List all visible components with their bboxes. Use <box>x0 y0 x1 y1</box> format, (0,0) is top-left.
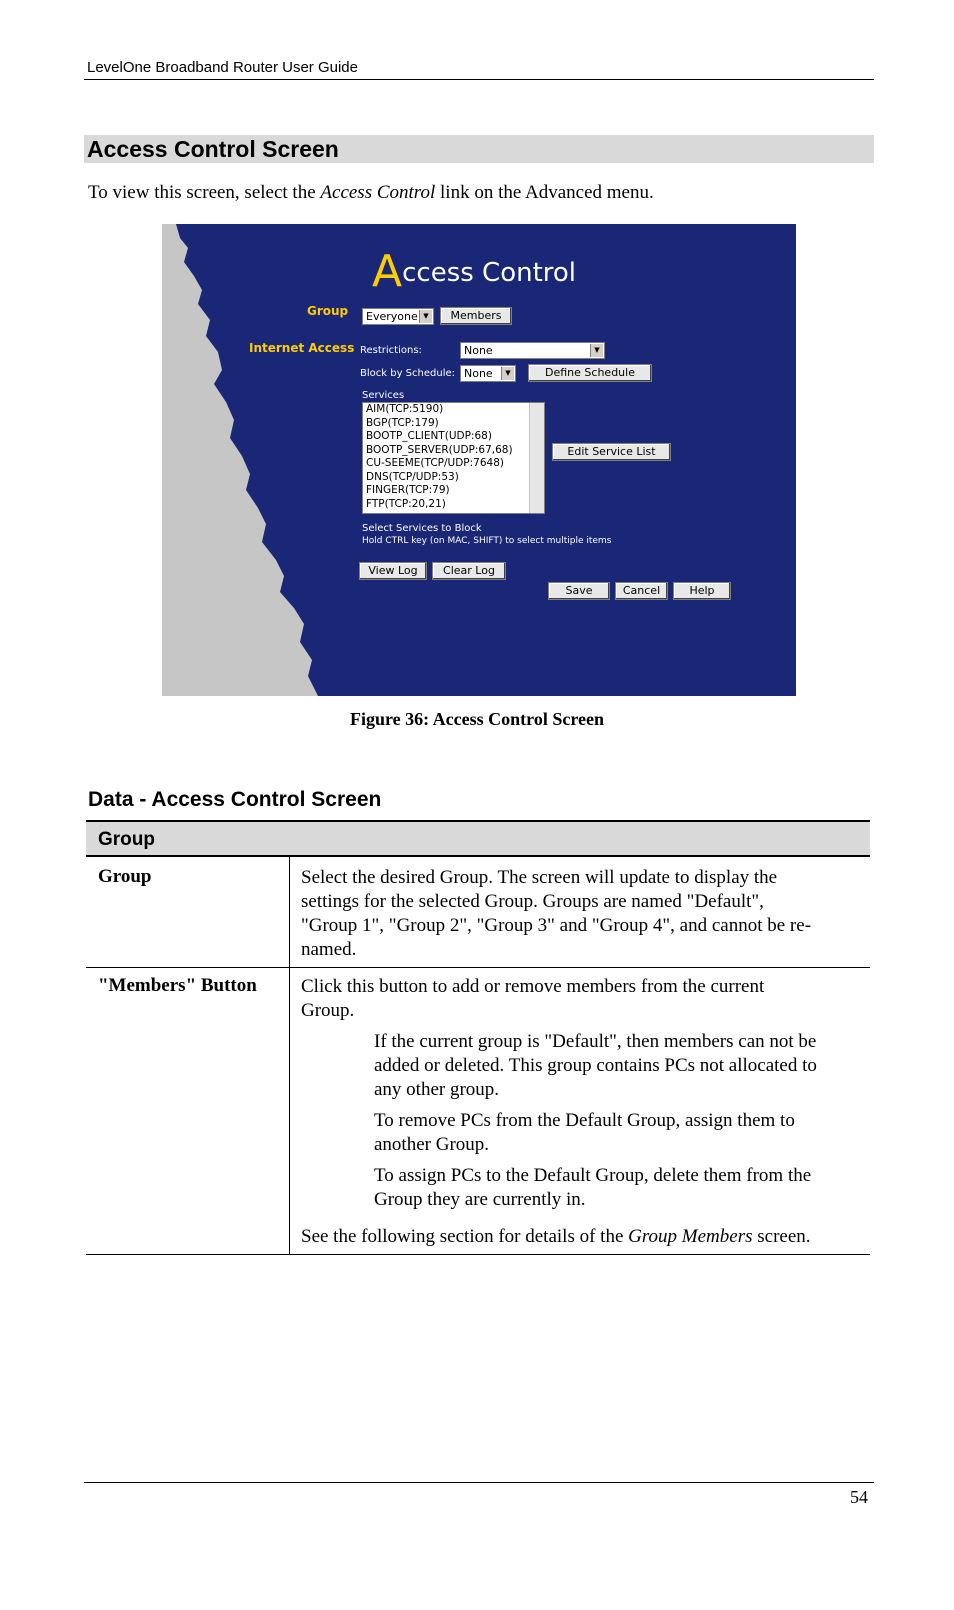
clear-log-button[interactable]: Clear Log <box>432 562 506 580</box>
list-item[interactable]: BOOTP_CLIENT(UDP:68) <box>366 430 492 442</box>
internet-access-label: Internet Access <box>249 341 355 355</box>
members-button[interactable]: Members <box>440 307 512 325</box>
desc-line: Click this button to add or remove members from the current <box>301 976 765 997</box>
indent-line: If the current group is "Default", then members can not be <box>374 1031 817 1052</box>
footer-text-end: screen. <box>752 1226 811 1247</box>
cancel-button[interactable]: Cancel <box>615 582 668 600</box>
decorative-edge <box>162 224 322 696</box>
services-list <box>363 403 544 511</box>
save-button[interactable]: Save <box>548 582 610 600</box>
list-item[interactable]: DNS(TCP/UDP:53) <box>366 470 459 483</box>
intro-text: To view this screen, select the <box>88 182 321 203</box>
indent-para-default <box>374 1030 864 1102</box>
edit-service-list-button[interactable]: Edit Service List <box>552 443 671 461</box>
footer-text: See the following section for details of the <box>301 1226 629 1247</box>
row-term-members-button: "Members" Button <box>98 975 257 996</box>
section-heading-band <box>84 135 874 163</box>
list-item[interactable]: BOOTP_SERVER(UDP:67,68) <box>366 443 513 456</box>
list-item[interactable]: CU-SEEME(TCP/UDP:7648) <box>366 457 504 469</box>
help-button[interactable]: Help <box>673 582 731 600</box>
row-desc-members <box>301 975 861 1023</box>
desc-line: Group. <box>301 1000 355 1021</box>
figure-title-rest: ccess Control <box>402 258 577 288</box>
services-listbox[interactable] <box>362 402 545 514</box>
listbox-scrollbar[interactable] <box>529 403 544 513</box>
data-subheading: Data - Access Control Screen <box>88 788 382 811</box>
page-number: 54 <box>850 1487 868 1507</box>
services-label: Services <box>362 390 405 401</box>
group-select-value: Everyone <box>366 310 418 323</box>
indent-line: Group they are currently in. <box>374 1189 586 1210</box>
indent-line: To remove PCs from the Default Group, assign them to <box>374 1110 795 1131</box>
group-members-ref: Group Members <box>628 1226 753 1247</box>
row-desc-footer <box>301 1225 861 1249</box>
desc-line: Select the desired Group. The screen will update to display the <box>301 867 778 888</box>
block-schedule-select[interactable] <box>460 365 516 382</box>
restrictions-label: Restrictions: <box>360 345 422 356</box>
services-hint-1: Select Services to Block <box>362 523 482 534</box>
indent-line: To assign PCs to the Default Group, delete them from the <box>374 1165 812 1186</box>
indent-para-assign <box>374 1164 864 1212</box>
view-log-button[interactable]: View Log <box>359 562 427 580</box>
desc-line: "Group 1", "Group 2", "Group 3" and "Group 4", and cannot be re- <box>301 915 812 936</box>
list-item[interactable]: BGP(TCP:179) <box>366 416 439 429</box>
row-desc-group <box>301 866 861 962</box>
chevron-down-icon: ▼ <box>419 310 432 323</box>
desc-line: settings for the selected Group. Groups are named "Default", <box>301 891 764 912</box>
figure-title-cap: A <box>372 246 403 297</box>
header-rule <box>84 79 874 80</box>
define-schedule-button[interactable]: Define Schedule <box>528 364 652 382</box>
list-item[interactable]: FTP(TCP:20,21) <box>366 497 446 510</box>
restrictions-select-value: None <box>464 344 493 357</box>
table-column-divider <box>289 857 290 1255</box>
table-row-divider <box>86 967 870 968</box>
chevron-down-icon: ▼ <box>501 367 514 380</box>
desc-line: named. <box>301 939 357 960</box>
access-control-screenshot <box>162 224 796 696</box>
footer-rule <box>84 1482 874 1483</box>
intro-paragraph <box>88 182 654 204</box>
indent-line: added or deleted. This group contains PCs not allocated to <box>374 1055 817 1076</box>
list-item[interactable]: FINGER(TCP:79) <box>366 484 450 496</box>
block-schedule-label: Block by Schedule: <box>360 368 455 379</box>
list-item[interactable]: AIM(TCP:5190) <box>366 403 444 415</box>
running-header: LevelOne Broadband Router User Guide <box>87 59 358 76</box>
indent-line: any other group. <box>374 1079 500 1100</box>
figure-title <box>372 246 576 297</box>
services-hint-2: Hold CTRL key (on MAC, SHIFT) to select multiple items <box>362 536 612 546</box>
row-term-group: Group <box>98 866 152 887</box>
group-label: Group <box>307 304 349 318</box>
table-header <box>86 820 870 857</box>
section-title: Access Control Screen <box>87 136 339 162</box>
table-bottom-rule <box>86 1254 870 1255</box>
restrictions-select[interactable] <box>460 342 605 359</box>
indent-para-remove <box>374 1109 864 1157</box>
group-select[interactable] <box>362 308 434 325</box>
access-control-link-text: Access Control <box>320 182 436 203</box>
table-header-label: Group <box>98 829 155 850</box>
block-schedule-select-value: None <box>464 367 493 380</box>
chevron-down-icon: ▼ <box>590 344 603 357</box>
indent-line: another Group. <box>374 1134 490 1155</box>
intro-text-end: link on the Advanced menu. <box>435 182 654 203</box>
figure-caption: Figure 36: Access Control Screen <box>350 709 604 729</box>
